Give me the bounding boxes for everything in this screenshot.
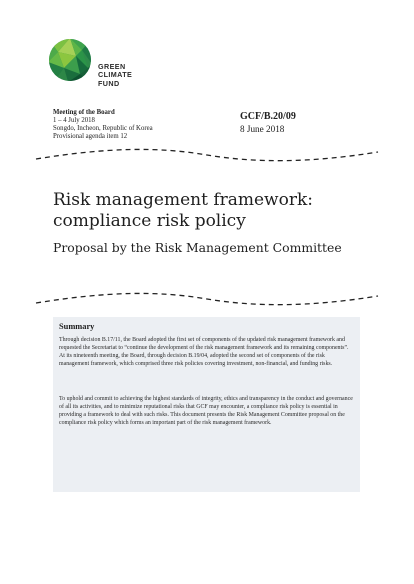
meeting-dates: 1 – 4 July 2018 [53,117,95,125]
green-climate-fund-globe-icon [48,38,92,82]
document-reference [240,111,296,136]
logo-wordmark [98,63,132,88]
logo-line-climate: CLIMATE [98,70,133,80]
top-wave-divider [0,146,414,166]
document-date: 8 June 2018 [240,124,285,134]
meeting-info [53,109,153,141]
summary-heading: Summary [59,322,95,331]
logo-line-fund: FUND [98,78,120,88]
bottom-wave-divider [0,290,414,310]
logo-line-green: GREEN [98,62,126,71]
document-title: Risk management framework: compliance risk policy [53,190,313,231]
summary-paragraph-2: To uphold and commit to achieving the highest standards of integrity, ethics and transparency in the conduct and governance of all its activities, and to minimize reputational risks that GCF may encounter, a compliance risk policy is essential in providing a framework to deal with such risks. This document presents the Risk Management Committee proposal on the compliance risk policy which forms an important part of the risk management framework. [59,396,353,426]
meeting-agenda: Provisional agenda item 12 [53,133,128,141]
meeting-title: Meeting of the Board [53,109,115,116]
summary-paragraph-1: Through decision B.17/11, the Board adopted the first set of components of the updated risk management framework and requested the Secretariat to “continue the development of the risk management framework and its remaining components”. At its nineteenth meeting, the Board, through decision B.19/04, adopted the second set of components of the risk management framework, which comprised three risk policies covering investment, non-financial, and funding risks. [59,337,349,367]
meeting-location: Songdo, Incheon, Republic of Korea [53,125,153,133]
document-subtitle: Proposal by the Risk Management Committee [53,240,342,255]
document-code: GCF/B.20/09 [240,111,296,122]
